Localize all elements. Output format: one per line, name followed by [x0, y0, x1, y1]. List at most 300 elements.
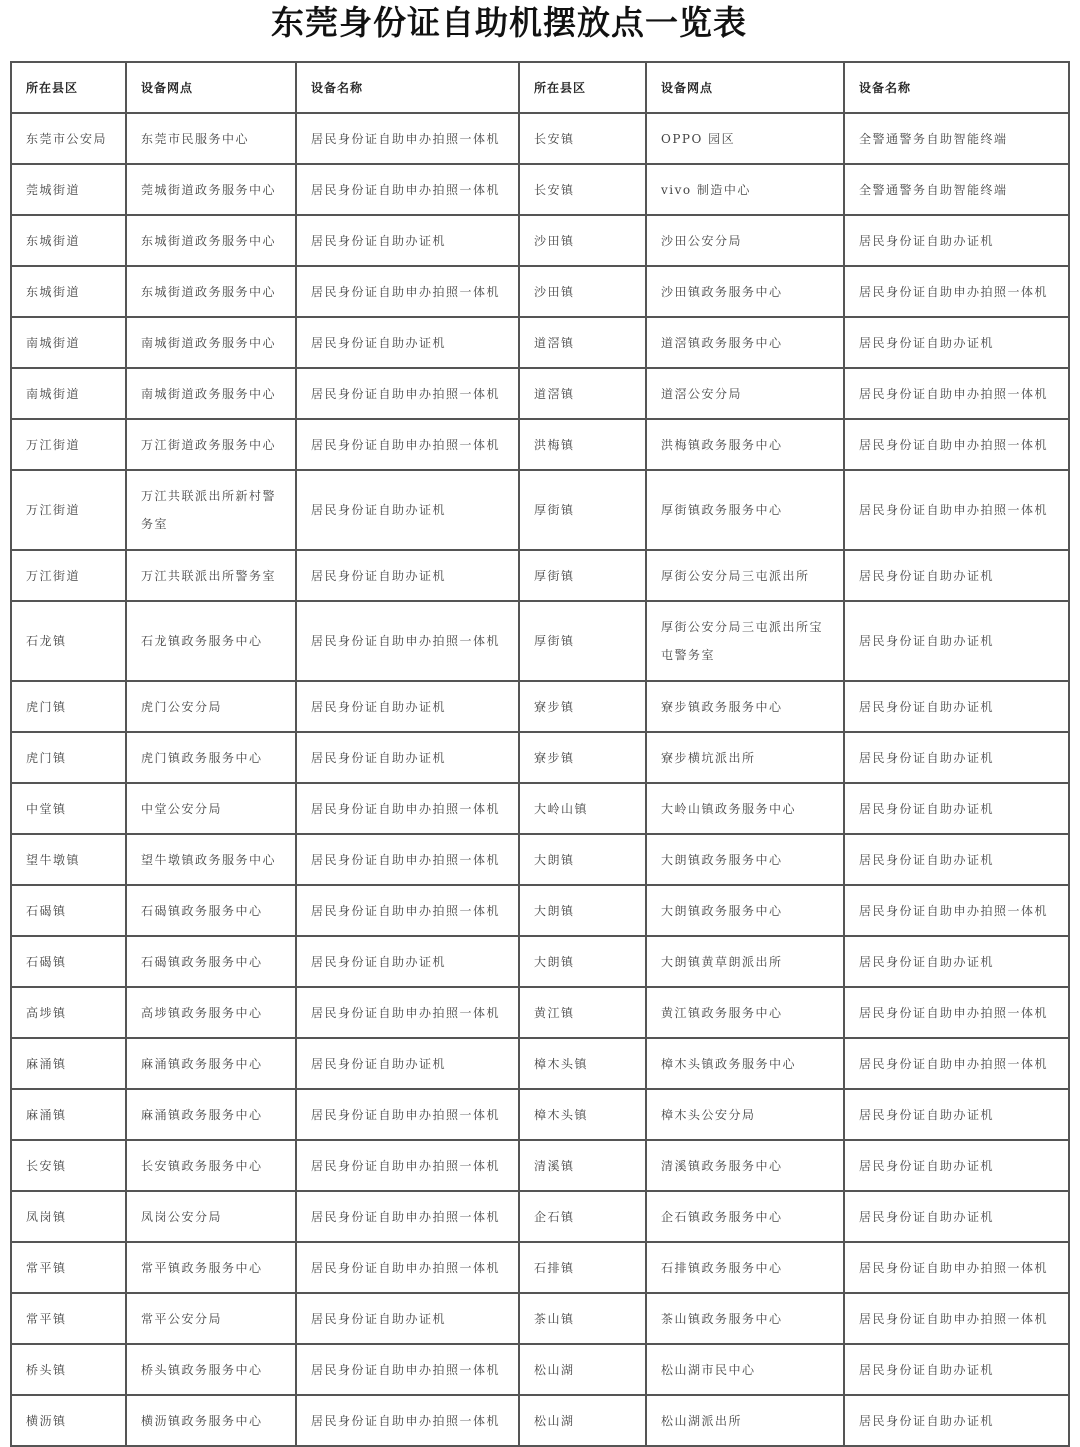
- right-district-cell: [519, 164, 646, 215]
- left-device-cell: [296, 1293, 519, 1344]
- left-device-cell: [296, 266, 519, 317]
- cell-text: 居民身份证自助办证机: [859, 1209, 995, 1224]
- left-district-cell: [11, 1242, 126, 1293]
- cell-text: 茶山镇政务服务中心: [661, 1311, 783, 1326]
- cell-text: 桥头镇政务服务中心: [141, 1362, 263, 1377]
- cell-text: 黄江镇: [534, 1005, 575, 1020]
- header-device-left: 设备名称: [296, 62, 519, 113]
- cell-text: 厚街镇: [534, 503, 575, 517]
- cell-text: 居民身份证自助办证机: [859, 335, 995, 350]
- left-site-cell: [126, 681, 296, 732]
- cell-text: 居民身份证自助申办拍照一体机: [859, 903, 1049, 918]
- cell-text: 大朗镇: [534, 852, 575, 867]
- right-site-cell: [646, 1293, 844, 1344]
- left-site-cell: [126, 470, 296, 550]
- cell-text: 道滘公安分局: [661, 386, 743, 401]
- cell-text: 洪梅镇: [534, 437, 575, 452]
- cell-text: 居民身份证自助申办拍照一体机: [859, 437, 1049, 452]
- left-device-cell: [296, 1038, 519, 1089]
- cell-text: 清溪镇政务服务中心: [661, 1158, 783, 1173]
- right-district-cell: [519, 732, 646, 783]
- left-site-cell: [126, 1395, 296, 1446]
- left-site-cell: [126, 1344, 296, 1395]
- left-district-cell: [11, 113, 126, 164]
- cell-text: 万江共联派出所警务室: [141, 568, 277, 583]
- right-site-cell: [646, 368, 844, 419]
- left-device-cell: [296, 164, 519, 215]
- right-device-cell: [844, 368, 1069, 419]
- left-site-cell: [126, 1242, 296, 1293]
- left-site-cell: [126, 419, 296, 470]
- left-site-cell: [126, 783, 296, 834]
- cell-text: 大朗镇: [534, 903, 575, 918]
- cell-text: 高埗镇: [26, 1005, 67, 1020]
- cell-text: 石排镇: [534, 1260, 575, 1275]
- cell-text: 南城街道政务服务中心: [141, 386, 277, 401]
- left-district-cell: [11, 1293, 126, 1344]
- left-district-cell: [11, 936, 126, 987]
- cell-text: 樟木头公安分局: [661, 1107, 756, 1122]
- cell-text: 万江街道: [26, 503, 81, 517]
- right-site-cell: [646, 885, 844, 936]
- cell-text: 清溪镇: [534, 1158, 575, 1173]
- left-site-cell: [126, 266, 296, 317]
- cell-text: 虎门公安分局: [141, 699, 223, 714]
- cell-text: 大朗镇政务服务中心: [661, 852, 783, 867]
- right-device-cell: [844, 1344, 1069, 1395]
- left-district-cell: [11, 1089, 126, 1140]
- left-site-cell: [126, 317, 296, 368]
- right-site-cell: [646, 732, 844, 783]
- cell-text: 居民身份证自助办证机: [311, 1056, 447, 1071]
- left-site-cell: [126, 987, 296, 1038]
- cell-text: 望牛墩镇政务服务中心: [141, 852, 277, 867]
- right-device-cell: [844, 1191, 1069, 1242]
- cell-text: 居民身份证自助办证机: [859, 1362, 995, 1377]
- cell-text: 厚街镇: [534, 568, 575, 583]
- right-district-cell: [519, 987, 646, 1038]
- cell-text: 居民身份证自助申办拍照一体机: [311, 131, 501, 146]
- left-device-cell: [296, 215, 519, 266]
- right-device-cell: [844, 885, 1069, 936]
- cell-text: 东城街道政务服务中心: [141, 233, 277, 248]
- left-device-cell: [296, 783, 519, 834]
- right-site-cell: [646, 1344, 844, 1395]
- cell-text: 东莞市公安局: [26, 131, 108, 146]
- left-device-cell: [296, 885, 519, 936]
- cell-text: 居民身份证自助申办拍照一体机: [859, 1056, 1049, 1071]
- right-district-cell: [519, 834, 646, 885]
- table-row: [11, 1089, 1069, 1140]
- left-district-cell: [11, 215, 126, 266]
- cell-text: 东城街道政务服务中心: [141, 284, 277, 299]
- cell-text: 大岭山镇: [534, 801, 589, 816]
- right-district-cell: [519, 885, 646, 936]
- cell-text: 居民身份证自助申办拍照一体机: [311, 1005, 501, 1020]
- left-device-cell: [296, 732, 519, 783]
- cell-text: 居民身份证自助申办拍照一体机: [311, 903, 501, 918]
- cell-text: 长安镇: [26, 1158, 67, 1173]
- cell-text: 厚街镇: [534, 634, 575, 648]
- cell-text: 寮步镇政务服务中心: [661, 699, 783, 714]
- cell-text: 高埗镇政务服务中心: [141, 1005, 263, 1020]
- left-device-cell: [296, 681, 519, 732]
- cell-text: 居民身份证自助办证机: [311, 750, 447, 765]
- right-district-cell: [519, 113, 646, 164]
- cell-text: 居民身份证自助办证机: [311, 503, 447, 517]
- left-device-cell: [296, 1395, 519, 1446]
- left-site-cell: [126, 885, 296, 936]
- cell-text: 横沥镇政务服务中心: [141, 1413, 263, 1428]
- right-device-cell: [844, 987, 1069, 1038]
- cell-text: 全警通警务自助智能终端: [859, 131, 1008, 146]
- cell-text: 万江共联派出所新村警务室: [141, 489, 277, 531]
- cell-text: 茶山镇: [534, 1311, 575, 1326]
- left-district-cell: [11, 550, 126, 601]
- cell-text: 虎门镇: [26, 750, 67, 765]
- cell-text: 厚街镇政务服务中心: [661, 503, 783, 517]
- table-header-row: [11, 62, 1069, 113]
- left-device-cell: [296, 834, 519, 885]
- right-device-cell: [844, 1293, 1069, 1344]
- right-site-cell: [646, 834, 844, 885]
- cell-text: 居民身份证自助办证机: [311, 954, 447, 969]
- left-site-cell: [126, 1038, 296, 1089]
- cell-text: 居民身份证自助办证机: [859, 568, 995, 583]
- right-district-cell: [519, 317, 646, 368]
- cell-text: 居民身份证自助办证机: [859, 1107, 995, 1122]
- table-row: [11, 1293, 1069, 1344]
- cell-text: 居民身份证自助申办拍照一体机: [311, 437, 501, 452]
- table-row: [11, 470, 1069, 550]
- right-device-cell: [844, 1242, 1069, 1293]
- right-device-cell: [844, 783, 1069, 834]
- cell-text: 居民身份证自助申办拍照一体机: [311, 1209, 501, 1224]
- cell-text: 居民身份证自助办证机: [859, 954, 995, 969]
- right-district-cell: [519, 1344, 646, 1395]
- cell-text: 南城街道政务服务中心: [141, 335, 277, 350]
- left-device-cell: [296, 1089, 519, 1140]
- right-site-cell: [646, 987, 844, 1038]
- cell-text: 横沥镇: [26, 1413, 67, 1428]
- cell-text: 居民身份证自助办证机: [311, 1311, 447, 1326]
- right-device-cell: [844, 164, 1069, 215]
- right-district-cell: [519, 419, 646, 470]
- left-district-cell: [11, 783, 126, 834]
- cell-text: 东莞市民服务中心: [141, 131, 250, 146]
- cell-text: 居民身份证自助申办拍照一体机: [311, 852, 501, 867]
- left-district-cell: [11, 1140, 126, 1191]
- cell-text: 常平镇: [26, 1260, 67, 1275]
- header-device-right: 设备名称: [844, 62, 1069, 113]
- right-device-cell: [844, 601, 1069, 681]
- right-district-cell: [519, 1191, 646, 1242]
- table-row: [11, 1242, 1069, 1293]
- cell-text: 石碣镇政务服务中心: [141, 954, 263, 969]
- right-device-cell: [844, 419, 1069, 470]
- right-site-cell: [646, 470, 844, 550]
- header-district-right: 所在县区: [519, 62, 646, 113]
- table-row: [11, 783, 1069, 834]
- cell-text: 松山湖: [534, 1413, 575, 1428]
- table-row: [11, 266, 1069, 317]
- table-row: [11, 317, 1069, 368]
- cell-text: 居民身份证自助办证机: [859, 634, 995, 648]
- right-district-cell: [519, 550, 646, 601]
- cell-text: 居民身份证自助办证机: [859, 1413, 995, 1428]
- cell-text: 道滘镇: [534, 335, 575, 350]
- right-site-cell: [646, 1038, 844, 1089]
- cell-text: 望牛墩镇: [26, 852, 81, 867]
- right-district-cell: [519, 681, 646, 732]
- cell-text: 居民身份证自助办证机: [311, 699, 447, 714]
- cell-text: 松山湖市民中心: [661, 1362, 756, 1377]
- cell-text: 居民身份证自助申办拍照一体机: [311, 1158, 501, 1173]
- right-site-cell: [646, 1140, 844, 1191]
- right-device-cell: [844, 681, 1069, 732]
- left-device-cell: [296, 936, 519, 987]
- right-site-cell: [646, 936, 844, 987]
- cell-text: 居民身份证自助申办拍照一体机: [311, 1107, 501, 1122]
- cell-text: 居民身份证自助办证机: [859, 699, 995, 714]
- right-district-cell: [519, 266, 646, 317]
- right-device-cell: [844, 732, 1069, 783]
- cell-text: 万江街道: [26, 568, 81, 583]
- cell-text: 南城街道: [26, 386, 81, 401]
- right-district-cell: [519, 1395, 646, 1446]
- cell-text: 麻涌镇政务服务中心: [141, 1107, 263, 1122]
- cell-text: 寮步镇: [534, 699, 575, 714]
- cell-text: 樟木头镇: [534, 1107, 589, 1122]
- right-site-cell: [646, 419, 844, 470]
- table-row: [11, 987, 1069, 1038]
- left-district-cell: [11, 419, 126, 470]
- cell-text: 寮步横坑派出所: [661, 750, 756, 765]
- cell-text: 麻涌镇: [26, 1107, 67, 1122]
- cell-text: 凤岗镇: [26, 1209, 67, 1224]
- cell-text: 莞城街道: [26, 182, 81, 197]
- cell-text: 居民身份证自助办证机: [311, 568, 447, 583]
- right-device-cell: [844, 317, 1069, 368]
- right-device-cell: [844, 834, 1069, 885]
- left-device-cell: [296, 1140, 519, 1191]
- cell-text: 常平公安分局: [141, 1311, 223, 1326]
- cell-text: 居民身份证自助办证机: [859, 750, 995, 765]
- cell-text: 居民身份证自助办证机: [311, 335, 447, 350]
- right-district-cell: [519, 783, 646, 834]
- cell-text: 中堂公安分局: [141, 801, 223, 816]
- cell-text: 道滘镇: [534, 386, 575, 401]
- right-district-cell: [519, 215, 646, 266]
- table-row: [11, 601, 1069, 681]
- cell-text: 全警通警务自助智能终端: [859, 182, 1008, 197]
- table-row: [11, 834, 1069, 885]
- left-district-cell: [11, 987, 126, 1038]
- right-district-cell: [519, 1242, 646, 1293]
- cell-text: 凤岗公安分局: [141, 1209, 223, 1224]
- document-title: 东莞身份证自助机摆放点一览表: [271, 3, 747, 42]
- right-district-cell: [519, 1089, 646, 1140]
- right-site-cell: [646, 1395, 844, 1446]
- cell-text: 居民身份证自助办证机: [859, 1158, 995, 1173]
- cell-text: vivo 制造中心: [661, 182, 751, 197]
- cell-text: 居民身份证自助申办拍照一体机: [311, 284, 501, 299]
- table-row: [11, 936, 1069, 987]
- cell-text: 虎门镇政务服务中心: [141, 750, 263, 765]
- kiosk-location-table: [10, 61, 1070, 1447]
- cell-text: 大朗镇: [534, 954, 575, 969]
- cell-text: 居民身份证自助申办拍照一体机: [859, 503, 1049, 517]
- left-district-cell: [11, 834, 126, 885]
- left-site-cell: [126, 1089, 296, 1140]
- left-district-cell: [11, 1191, 126, 1242]
- cell-text: 长安镇政务服务中心: [141, 1158, 263, 1173]
- table-row: [11, 1395, 1069, 1446]
- header-site-right: 设备网点: [646, 62, 844, 113]
- cell-text: 居民身份证自助办证机: [859, 852, 995, 867]
- left-device-cell: [296, 1344, 519, 1395]
- cell-text: 道滘镇政务服务中心: [661, 335, 783, 350]
- right-district-cell: [519, 1038, 646, 1089]
- cell-text: 石碣镇: [26, 903, 67, 918]
- left-device-cell: [296, 1191, 519, 1242]
- left-district-cell: [11, 885, 126, 936]
- right-site-cell: [646, 783, 844, 834]
- left-district-cell: [11, 368, 126, 419]
- cell-text: 沙田公安分局: [661, 233, 743, 248]
- cell-text: 大朗镇黄草朗派出所: [661, 954, 783, 969]
- right-site-cell: [646, 681, 844, 732]
- table-row: [11, 215, 1069, 266]
- header-site-left: 设备网点: [126, 62, 296, 113]
- cell-text: 居民身份证自助申办拍照一体机: [859, 1311, 1049, 1326]
- table-row: [11, 1140, 1069, 1191]
- cell-text: 居民身份证自助申办拍照一体机: [311, 1362, 501, 1377]
- table-row: [11, 1344, 1069, 1395]
- header-district-left: 所在县区: [11, 62, 126, 113]
- right-device-cell: [844, 113, 1069, 164]
- right-site-cell: [646, 266, 844, 317]
- table-body: [11, 113, 1069, 1446]
- right-site-cell: [646, 1191, 844, 1242]
- cell-text: 居民身份证自助申办拍照一体机: [311, 801, 501, 816]
- cell-text: 居民身份证自助办证机: [859, 233, 995, 248]
- left-device-cell: [296, 601, 519, 681]
- cell-text: 居民身份证自助申办拍照一体机: [859, 284, 1049, 299]
- cell-text: 石排镇政务服务中心: [661, 1260, 783, 1275]
- left-site-cell: [126, 550, 296, 601]
- table-row: [11, 113, 1069, 164]
- left-device-cell: [296, 419, 519, 470]
- cell-text: 沙田镇: [534, 284, 575, 299]
- cell-text: 麻涌镇: [26, 1056, 67, 1071]
- right-district-cell: [519, 936, 646, 987]
- cell-text: 企石镇: [534, 1209, 575, 1224]
- cell-text: 常平镇政务服务中心: [141, 1260, 263, 1275]
- left-site-cell: [126, 368, 296, 419]
- left-district-cell: [11, 266, 126, 317]
- right-site-cell: [646, 317, 844, 368]
- left-site-cell: [126, 164, 296, 215]
- cell-text: 居民身份证自助申办拍照一体机: [859, 1260, 1049, 1275]
- cell-text: 沙田镇: [534, 233, 575, 248]
- left-device-cell: [296, 368, 519, 419]
- right-device-cell: [844, 1395, 1069, 1446]
- cell-text: 樟木头镇政务服务中心: [661, 1056, 797, 1071]
- cell-text: 石碣镇政务服务中心: [141, 903, 263, 918]
- cell-text: 长安镇: [534, 131, 575, 146]
- right-district-cell: [519, 368, 646, 419]
- right-site-cell: [646, 601, 844, 681]
- left-device-cell: [296, 1242, 519, 1293]
- table-row: [11, 1191, 1069, 1242]
- table-row: [11, 681, 1069, 732]
- cell-text: 松山湖: [534, 1362, 575, 1377]
- cell-text: OPPO 园区: [661, 131, 736, 146]
- table-row: [11, 368, 1069, 419]
- cell-text: 洪梅镇政务服务中心: [661, 437, 783, 452]
- right-device-cell: [844, 266, 1069, 317]
- cell-text: 居民身份证自助申办拍照一体机: [859, 386, 1049, 401]
- cell-text: 居民身份证自助申办拍照一体机: [859, 1005, 1049, 1020]
- table-row: [11, 419, 1069, 470]
- right-device-cell: [844, 470, 1069, 550]
- cell-text: 桥头镇: [26, 1362, 67, 1377]
- right-site-cell: [646, 1089, 844, 1140]
- right-district-cell: [519, 1293, 646, 1344]
- right-site-cell: [646, 550, 844, 601]
- cell-text: 厚街公安分局三屯派出所: [661, 568, 810, 583]
- table-row: [11, 732, 1069, 783]
- table-row: [11, 885, 1069, 936]
- right-site-cell: [646, 215, 844, 266]
- cell-text: 长安镇: [534, 182, 575, 197]
- cell-text: 松山湖派出所: [661, 1413, 743, 1428]
- right-site-cell: [646, 113, 844, 164]
- cell-text: 居民身份证自助办证机: [311, 233, 447, 248]
- cell-text: 东城街道: [26, 284, 81, 299]
- right-device-cell: [844, 550, 1069, 601]
- left-district-cell: [11, 470, 126, 550]
- right-site-cell: [646, 164, 844, 215]
- cell-text: 万江街道: [26, 437, 81, 452]
- cell-text: 居民身份证自助申办拍照一体机: [311, 634, 501, 648]
- left-district-cell: [11, 1038, 126, 1089]
- left-site-cell: [126, 732, 296, 783]
- left-district-cell: [11, 164, 126, 215]
- left-site-cell: [126, 1140, 296, 1191]
- right-district-cell: [519, 1140, 646, 1191]
- left-site-cell: [126, 1293, 296, 1344]
- right-device-cell: [844, 215, 1069, 266]
- right-device-cell: [844, 1089, 1069, 1140]
- cell-text: 麻涌镇政务服务中心: [141, 1056, 263, 1071]
- table-row: [11, 550, 1069, 601]
- cell-text: 企石镇政务服务中心: [661, 1209, 783, 1224]
- cell-text: 常平镇: [26, 1311, 67, 1326]
- cell-text: 中堂镇: [26, 801, 67, 816]
- left-device-cell: [296, 113, 519, 164]
- cell-text: 居民身份证自助申办拍照一体机: [311, 1260, 501, 1275]
- cell-text: 石碣镇: [26, 954, 67, 969]
- left-site-cell: [126, 834, 296, 885]
- cell-text: 寮步镇: [534, 750, 575, 765]
- left-site-cell: [126, 1191, 296, 1242]
- cell-text: 黄江镇政务服务中心: [661, 1005, 783, 1020]
- cell-text: 沙田镇政务服务中心: [661, 284, 783, 299]
- left-district-cell: [11, 601, 126, 681]
- left-district-cell: [11, 1395, 126, 1446]
